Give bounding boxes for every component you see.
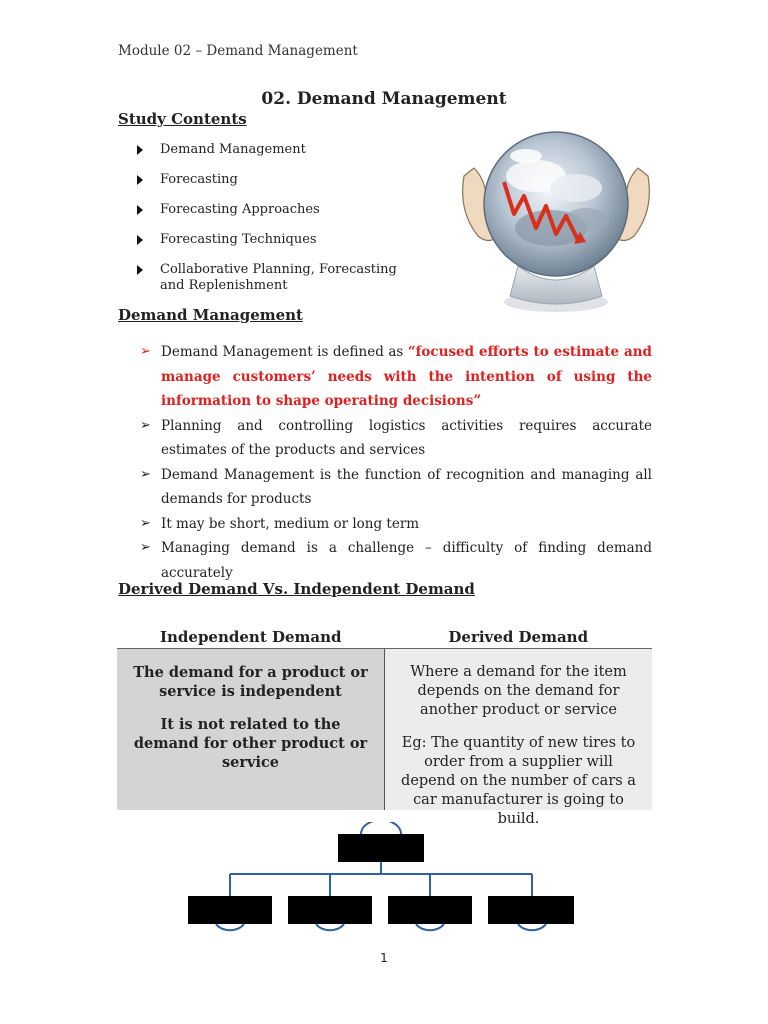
triangle-bullet-icon	[137, 265, 143, 275]
demand-management-heading: Demand Management	[118, 306, 303, 324]
definition-emphasis: “focused efforts to estimate and manage customers’ needs with the intention of using the information to shape operating decisions”	[161, 344, 652, 409]
node-outline	[216, 924, 244, 930]
top-node	[338, 834, 424, 862]
list-item: Forecasting Approaches	[137, 202, 407, 218]
triangle-bullet-icon	[137, 235, 143, 245]
document-title: 02. Demand Management	[261, 89, 507, 109]
table-row	[117, 649, 652, 827]
list-item: Forecasting	[137, 172, 407, 188]
list-item: ➢ Demand Management is defined as “focused efforts to estimate and manage customers’ needs with the intention of using the information to shape operating decisions”	[140, 340, 652, 414]
child-node	[488, 896, 574, 924]
demand-management-bullets	[140, 340, 652, 585]
list-item: Collaborative Planning, Forecasting and Replenishment	[137, 262, 407, 294]
list-item: Forecasting Techniques	[137, 232, 407, 248]
arrow-bullet-icon: ➢	[140, 417, 151, 433]
list-item: ➢ Demand Management is the function of recognition and managing all demands for products	[140, 463, 652, 512]
triangle-bullet-icon	[137, 175, 143, 185]
child-node	[388, 896, 472, 924]
arrow-bullet-icon: ➢	[140, 344, 151, 359]
child-node	[188, 896, 272, 924]
arrow-bullet-icon: ➢	[140, 540, 151, 555]
derived-vs-independent-heading: Derived Demand Vs. Independent Demand	[118, 580, 475, 598]
arrow-bullet-icon: ➢	[140, 466, 151, 482]
list-item: ➢ Planning and controlling logistics activities requires accurate estimates of the products and services	[140, 414, 652, 463]
table-header-row	[117, 622, 652, 649]
column-header-independent: Independent Demand	[159, 628, 342, 646]
child-node	[288, 896, 372, 924]
arrow-bullet-icon: ➢	[140, 515, 151, 531]
comparison-table	[117, 622, 652, 827]
node-outline	[316, 924, 344, 930]
node-outline	[416, 924, 444, 930]
node-outline	[361, 822, 401, 834]
node-outline	[518, 924, 546, 930]
list-item: ➢ Managing demand is a challenge – difficulty of finding demand accurately	[140, 536, 652, 585]
study-contents-heading: Study Contents	[118, 110, 247, 128]
page-number: 1	[380, 951, 388, 965]
study-contents-list	[137, 142, 407, 308]
triangle-bullet-icon	[137, 145, 143, 155]
running-header: Module 02 – Demand Management	[118, 43, 358, 59]
triangle-bullet-icon	[137, 205, 143, 215]
list-item: ➢ It may be short, medium or long term	[140, 512, 652, 537]
independent-demand-cell: The demand for a product or service is independent It is not related to the demand for other product or service	[117, 649, 385, 810]
crystal-ball-illustration	[456, 116, 656, 316]
column-header-derived: Derived Demand	[448, 628, 589, 646]
derived-demand-cell: Where a demand for the item depends on the demand for another product or service Eg: The quantity of new tires to order from a supplier will depend on the number of cars a car manufacturer is going to build.	[385, 649, 652, 810]
list-item: Demand Management	[137, 142, 407, 158]
hierarchy-diagram	[186, 822, 576, 942]
